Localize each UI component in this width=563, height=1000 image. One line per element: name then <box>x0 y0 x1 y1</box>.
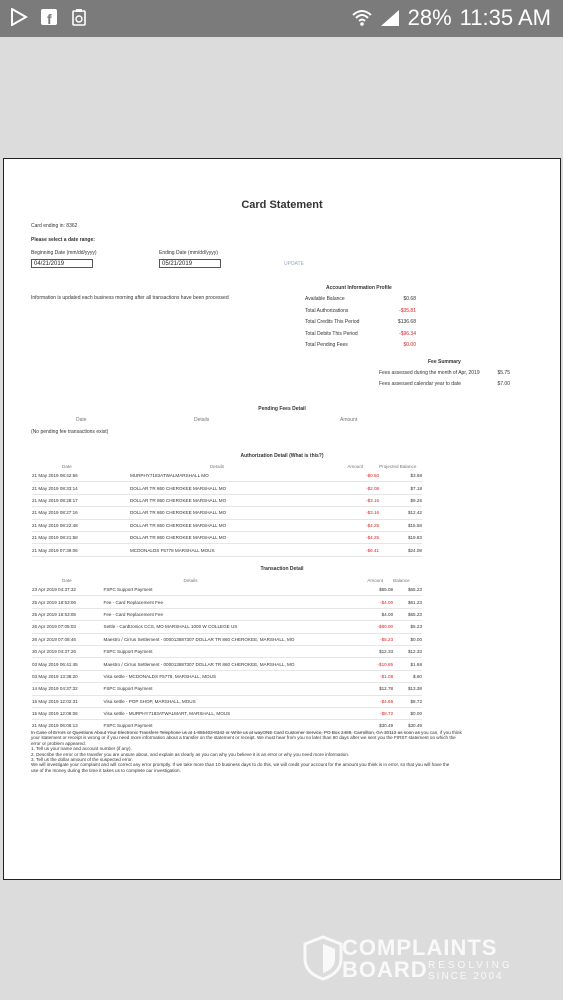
fee-summary-label: Fees assessed calendar year to date <box>379 381 461 387</box>
play-store-icon <box>10 8 28 26</box>
account-profile-title: Account Information Profile <box>326 285 392 291</box>
table-cell: 21 May 2019 08:27:16 <box>32 507 130 519</box>
account-profile-label: Total Authorizations <box>305 307 349 314</box>
footnote-line: In Case of Errors or Questions About Your Electronic Transfers Telephone us at 1-855403-8342 or Write us at wayONE Card Customer Service, PO Box 2489, Carrollton, GA 30112 as soon as you can, if you think <box>31 730 462 735</box>
table-cell: $8.72 <box>393 695 422 707</box>
footnote-line: 3. Tell us the dollar amount of the suspected error. <box>31 757 133 763</box>
fee-summary-value: $5.75 <box>497 370 510 376</box>
table-cell: 23 Apr 2019 04:37:32 <box>32 584 104 596</box>
table-cell: MURPHY7183ATWALMARSHALL MO <box>130 470 347 482</box>
account-profile-label: Total Debits This Period <box>305 330 358 337</box>
account-profile-value: $136.68 <box>397 319 416 325</box>
table-header-cell: Amount <box>367 577 384 583</box>
table-cell: Maestro / Cirrus Settlement - 000013887307 DOLLAR TR 860 CHEROKEE, MARSHALL, MO <box>104 633 368 645</box>
table-cell: MCDONALDS F5778 MARSHALL MOUS <box>130 544 347 556</box>
table-header-cell: Details <box>209 463 225 469</box>
fee-summary-title: Fee Summary <box>428 359 461 365</box>
status-bar <box>0 0 563 37</box>
table-row <box>32 645 422 657</box>
table-cell: $19.83 <box>379 531 422 543</box>
update-button[interactable]: UPDATE <box>284 261 304 267</box>
table-cell: 25 Apr 2019 18:53:06 <box>32 596 104 608</box>
account-profile-value: $0.68 <box>403 296 416 302</box>
table-cell: -$1.08 <box>367 670 393 682</box>
end-date-label: Ending Date (mm/dd/yyyy) <box>159 250 218 256</box>
footnote-line: 1. Tell us your name and account number (if any). <box>31 746 132 752</box>
clock-time: 11:35 AM <box>459 5 551 30</box>
table-cell: $65.23 <box>393 608 422 620</box>
table-cell: -$2.08 <box>347 482 379 494</box>
table-cell: $1.68 <box>393 658 422 670</box>
table-cell: $12.78 <box>367 683 393 695</box>
table-row <box>32 544 422 556</box>
table-cell: -$10.65 <box>367 658 393 670</box>
table-cell: 25 Apr 2019 18:53:05 <box>32 608 104 620</box>
table-cell: 26 Apr 2019 07:05:03 <box>32 621 104 633</box>
card-ending: Card ending in: 8362 <box>31 223 78 229</box>
table-cell: 21 May 2019 08:28:17 <box>32 494 130 506</box>
table-row <box>32 584 422 596</box>
watermark-line2: BOARD <box>342 957 428 982</box>
table-cell: Visa settle - MURPHY7183ATWALMART, MARSHALL, MOUS <box>104 707 368 719</box>
table-cell: DOLLAR TR 860 CHEROKEE MARSHALL MO <box>130 507 347 519</box>
tx-detail-table <box>32 576 422 733</box>
account-profile-label: Total Credits This Period <box>305 319 360 325</box>
facebook-icon <box>40 8 58 26</box>
info-note: Information is updated each business morning after all transactions have been processed <box>31 295 229 301</box>
page-title: Card Statement <box>241 199 323 211</box>
table-cell: FSPC Support Payment <box>104 683 368 695</box>
system-icons <box>352 5 551 31</box>
footnote-line: We will investigate your complaint and will correct any error promptly. If we take more than 10 business days to do this, we will credit your account for the amount you think is in error, so that you will have the <box>31 762 450 768</box>
table-cell: $61.23 <box>393 596 422 608</box>
pending-empty: (No pending fee transactions exist) <box>31 429 109 435</box>
table-cell: FSPC Support Payment <box>104 584 368 596</box>
table-cell: $30.49 <box>367 720 393 732</box>
table-cell: FSPC Support Payment <box>104 720 368 732</box>
table-cell: $.60 <box>393 670 422 682</box>
table-cell: 15 May 2019 12:06:06 <box>32 707 104 719</box>
table-cell: $12.42 <box>379 507 422 519</box>
table-cell: $3.68 <box>379 470 422 482</box>
table-header-cell: Amount <box>347 463 364 469</box>
watermark-line4: SINCE 2004 <box>428 971 504 982</box>
notification-icons <box>10 8 88 26</box>
table-cell: 15 May 2019 12:02:31 <box>32 695 104 707</box>
signal-icon <box>380 9 400 27</box>
table-cell: $4.00 <box>367 608 393 620</box>
table-header-row <box>32 576 422 584</box>
footnote-line: error or problem appeared. <box>31 740 86 746</box>
table-cell: 21 May 2019 08:42:56 <box>32 470 130 482</box>
table-row <box>32 494 422 506</box>
table-cell: Maestro / Cirrus Settlement - 000013887307 DOLLAR TR 860 CHEROKEE, MARSHALL, MO <box>104 658 368 670</box>
svg-text:f: f <box>47 11 52 26</box>
begin-date-input[interactable]: 04/21/2019 <box>31 259 93 268</box>
table-cell: FSPC Support Payment <box>104 645 368 657</box>
table-cell: Visa settle - MCDONALDS F5778, MARSHALL, MOUS <box>104 670 368 682</box>
table-row <box>32 608 422 620</box>
account-profile-value: -$35.81 <box>399 307 416 314</box>
table-cell: -$5.23 <box>367 633 393 645</box>
table-cell: -$6.41 <box>347 544 379 556</box>
footnote-line: your statement or receipt is wrong or if you need more information about a transfer on the statement or receipt. We must hear from you no later than 60 days after we sent you the FIRST statement on which the <box>31 735 456 741</box>
table-cell: $65.08 <box>367 584 393 596</box>
table-header-cell: Date <box>62 577 72 583</box>
table-cell: 14 May 2019 04:37:32 <box>32 683 104 695</box>
table-cell: -$60.00 <box>367 621 393 633</box>
end-date-input[interactable]: 05/21/2019 <box>159 259 221 268</box>
auth-detail-table <box>32 462 422 557</box>
table-cell: DOLLAR TR 860 CHEROKEE MARSHALL MO <box>130 494 347 506</box>
pending-fees-title: Pending Fees Detail <box>258 406 306 412</box>
error-disclosure-footnote <box>31 730 531 773</box>
table-cell: 30 Apr 2019 04:37:26 <box>32 645 104 657</box>
pending-header-date: Date <box>76 417 87 423</box>
footnote-line: 2. Describe the error or the transfer you are unsure about, and explain as clearly as you can why you believe it is an error or why you need more information. <box>31 751 350 757</box>
table-cell: $5.23 <box>393 621 422 633</box>
table-cell: -$3.16 <box>347 494 379 506</box>
account-profile-label: Total Pending Fees <box>305 342 348 348</box>
table-cell: $13.38 <box>393 683 422 695</box>
table-cell: $65.23 <box>393 584 422 596</box>
table-row <box>32 621 422 633</box>
battery-percent: 28% <box>407 5 452 30</box>
table-cell: Visa settle - POP SHOP, MARSHALL, MOUS <box>104 695 368 707</box>
table-header-cell: Projected Balance <box>379 463 417 469</box>
tx-detail-title: Transaction Detail <box>260 566 304 572</box>
table-cell: 21 May 2019 08:22:48 <box>32 519 130 531</box>
pending-header-details: Details <box>194 417 210 423</box>
table-row <box>32 683 422 695</box>
table-cell: $9.26 <box>379 494 422 506</box>
watermark-line3: RESOLVING <box>428 960 513 971</box>
table-cell: 21 May 2019 06:06:13 <box>32 720 104 732</box>
table-row <box>32 531 422 543</box>
table-row <box>32 596 422 608</box>
table-cell: Fee - Card Replacement Fee <box>104 596 368 608</box>
table-cell: $0.00 <box>393 633 422 645</box>
fee-summary-label: Fees assessed during the month of Apr, 2019 <box>379 370 480 376</box>
table-row <box>32 482 422 494</box>
begin-date-label: Beginning Date (mm/dd/yyyy) <box>31 250 97 256</box>
table-cell: -$4.25 <box>347 519 379 531</box>
auth-detail-title[interactable]: Authorization Detail (What is this?) <box>240 453 324 459</box>
table-cell: 26 Apr 2019 07:08:46 <box>32 633 104 645</box>
watermark-line1: COMPLAINTS <box>342 935 498 960</box>
table-cell: -$0.50 <box>347 470 379 482</box>
table-cell: $0.00 <box>393 707 422 719</box>
date-range-label: Please select a date range: <box>31 237 95 243</box>
account-profile-label: Available Balance <box>305 296 345 302</box>
table-row <box>32 695 422 707</box>
table-cell: DOLLAR TR 860 CHEROKEE MARSHALL MO <box>130 531 347 543</box>
complaintsboard-watermark <box>302 935 522 985</box>
table-row <box>32 519 422 531</box>
table-row <box>32 470 422 482</box>
pending-header-amount: Amount <box>340 417 358 423</box>
table-cell: $24.08 <box>379 544 422 556</box>
table-cell: $30.49 <box>393 720 422 732</box>
table-header-cell: Details <box>183 577 198 583</box>
table-cell: $12.33 <box>367 645 393 657</box>
table-row <box>32 633 422 645</box>
table-cell: -$4.25 <box>347 531 379 543</box>
footnote-line: use of the money during the time it takes us to complete our investigation. <box>31 767 181 773</box>
shield-logo-icon <box>302 935 344 981</box>
table-cell: DOLLAR TR 860 CHEROKEE MARSHALL MO <box>130 519 347 531</box>
table-cell: $12.33 <box>393 645 422 657</box>
table-cell: 03 May 2019 13:38:20 <box>32 670 104 682</box>
account-profile-value: $0.00 <box>403 342 416 348</box>
table-row <box>32 707 422 719</box>
recycle-icon <box>70 8 88 26</box>
table-cell: DOLLAR TR 860 CHEROKEE MARSHALL MO <box>130 482 347 494</box>
table-cell: 21 May 2019 07:39:06 <box>32 544 130 556</box>
wifi-icon <box>352 9 372 27</box>
table-cell: -$4.66 <box>367 695 393 707</box>
account-profile-value: -$96.34 <box>399 330 416 337</box>
table-cell: 21 May 2019 08:33:14 <box>32 482 130 494</box>
table-row <box>32 670 422 682</box>
table-header-cell: Date <box>62 463 72 469</box>
table-row <box>32 507 422 519</box>
table-row <box>32 658 422 670</box>
table-cell: -$8.72 <box>367 707 393 719</box>
table-cell: -$4.00 <box>367 596 393 608</box>
table-cell: Fee - Card Replacement Fee <box>104 608 368 620</box>
table-cell: -$3.16 <box>347 507 379 519</box>
table-header-row <box>32 462 422 470</box>
fee-summary-value: $7.00 <box>497 381 510 387</box>
table-header-cell: Balance <box>393 577 410 583</box>
statement-page <box>3 158 561 880</box>
table-cell: 03 May 2019 06:41:45 <box>32 658 104 670</box>
table-cell: $15.58 <box>379 519 422 531</box>
table-cell: 21 May 2019 08:21:58 <box>32 531 130 543</box>
table-cell: Settle - Cardtronics CCS, MO MARSHALL 1000 W COLLEGE US <box>104 621 368 633</box>
table-cell: $7.18 <box>379 482 422 494</box>
